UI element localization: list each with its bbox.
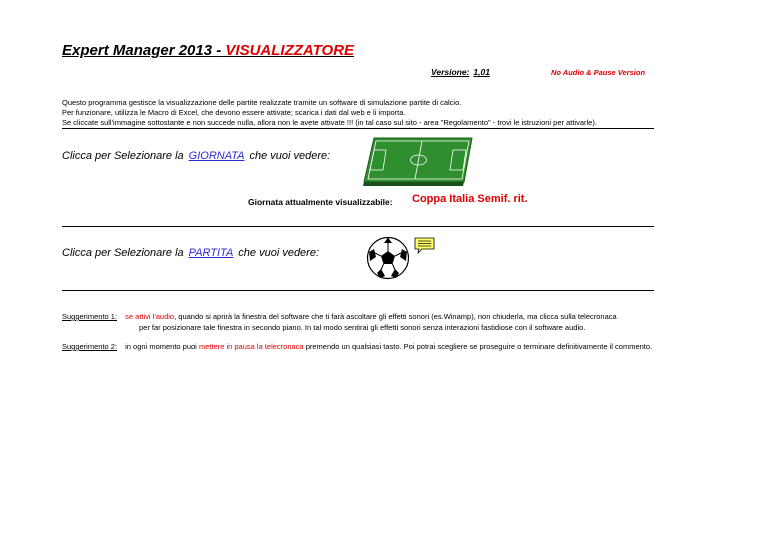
intro-text [62, 98, 597, 128]
version-value: 1,01 [473, 67, 490, 77]
comment-speech-icon[interactable] [414, 237, 436, 255]
current-giornata-label: Giornata attualmente visualizzabile: [248, 197, 393, 207]
giornata-prefix: Clicca per Selezionare la [62, 150, 184, 162]
suggerimento-1-text: , quando si aprirà la finestra del software che ti farà ascoltare gli effetti sonori (es.Winamp), non chiuderla, ma clicca sulla telecronaca [174, 312, 617, 321]
partita-prefix: Clicca per Selezionare la [62, 247, 184, 259]
version-info [431, 67, 490, 77]
divider [62, 128, 654, 129]
intro-line-3: Se cliccate sull'immagine sottostante e non succede nulla, allora non le avete attivate !!! (in tal caso sul sito - area "Regolamento" - trovi le istruzioni per attivarle). [62, 118, 597, 127]
suggerimento-2-label: Suggerimento 2: [62, 342, 118, 351]
suggerimento-1-line-2: per far posizionare tale finestra in secondo piano. In tal modo sentirai gli effetti sonori senza interazioni fastidiose con il software audio. [139, 322, 586, 332]
soccer-ball-icon[interactable] [366, 236, 410, 280]
partita-link[interactable]: PARTITA [188, 247, 234, 259]
partita-select-line [62, 247, 319, 259]
giornata-suffix: che vuoi vedere: [249, 150, 331, 162]
intro-line-1: Questo programma gestisce la visualizzazione delle partite realizzate tramite un software di simulazione partite di calcio. [62, 98, 462, 107]
page-title [62, 42, 354, 59]
version-label: Versione: [431, 67, 470, 77]
divider [62, 290, 654, 291]
divider [62, 226, 654, 227]
football-pitch-icon[interactable] [360, 136, 478, 188]
current-giornata-value: Coppa Italia Semif. rit. [412, 193, 528, 205]
title-highlight: VISUALIZZATORE [225, 42, 355, 59]
suggerimento-1 [62, 312, 617, 333]
partita-suffix: che vuoi vedere: [238, 247, 320, 259]
title-prefix: Expert Manager 2013 - [62, 42, 222, 59]
no-audio-note: No Audio & Pause Version [551, 68, 646, 77]
suggerimento-2-post: premendo un qualsiasi tasto. Poi potrai scegliere se proseguire o terminare definitivamente il commento. [305, 342, 653, 351]
giornata-link[interactable]: GIORNATA [188, 150, 245, 162]
intro-line-2: Per funzionare, utilizza le Macro di Excel, che devono essere attivate; scarica i dati dal web e li importa. [62, 108, 406, 117]
giornata-select-line [62, 150, 330, 162]
suggerimento-2-highlight: mettere in pausa la telecronaca [198, 342, 304, 351]
suggerimento-1-label: Suggerimento 1: [62, 312, 118, 321]
suggerimento-1-highlight: se attivi l'audio [125, 312, 175, 321]
suggerimento-2 [62, 342, 652, 353]
suggerimento-2-pre: in ogni momento puoi [125, 342, 197, 351]
